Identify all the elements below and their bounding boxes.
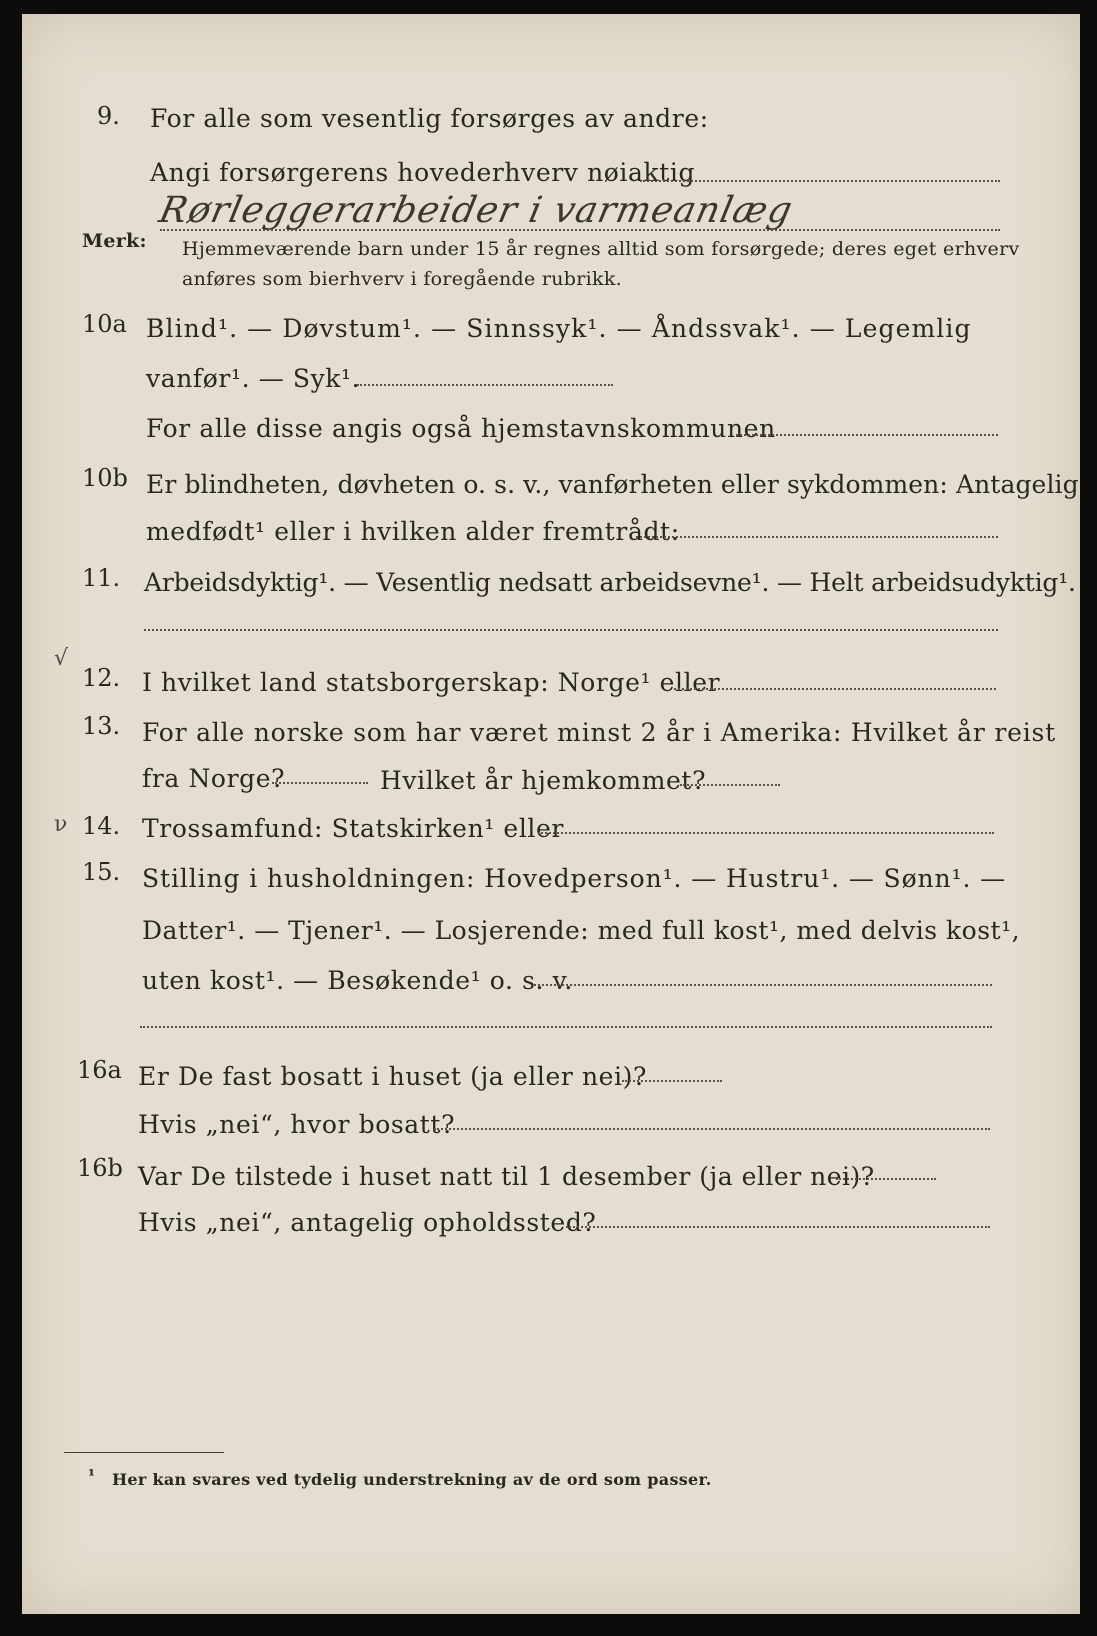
q16a-line1: Er De fast bosatt i huset (ja eller nei)? <box>138 1062 647 1091</box>
footnote-mark: ¹ <box>88 1466 96 1485</box>
q16a-line2-dots <box>434 1128 990 1130</box>
q14-number: 14. <box>82 812 121 840</box>
q16a-line2: Hvis „nei“, hvor bosatt? <box>138 1110 456 1139</box>
q15-line3: uten kost¹. — Besøkende¹ o. s. v. <box>142 966 573 995</box>
q10a-line2: vanfør¹. — Syk¹. <box>146 364 361 393</box>
q12-number: 12. <box>82 664 121 692</box>
q16b-line1-dots <box>836 1178 936 1180</box>
q16a-number: 16a <box>77 1056 122 1084</box>
q16a-line1-dots <box>622 1080 722 1082</box>
q13-line2b: Hvilket år hjemkommet? <box>380 766 707 795</box>
q13-line2b-dots <box>680 784 780 786</box>
q10a-line3-dots <box>736 434 998 436</box>
q15-line1: Stilling i husholdningen: Hovedperson¹. — Hustru¹. — Sønn¹. — <box>142 864 1007 893</box>
q10b-line1: Er blindheten, døvheten o. s. v., vanførheten eller sykdommen: Antagelig <box>146 470 1079 499</box>
q10a-line2-dots <box>357 384 613 386</box>
merk-line1: Hjemmeværende barn under 15 år regnes alltid som forsørgede; deres eget erhverv <box>182 238 1020 260</box>
q12-dots <box>674 688 996 690</box>
q12-check-mark: √ <box>54 646 69 671</box>
q9-number: 9. <box>97 102 120 130</box>
q13-number: 13. <box>82 712 121 740</box>
q9-line2-dots <box>640 180 1000 182</box>
q15-extra-dots <box>140 1026 992 1028</box>
footnote-text: Her kan svares ved tydelig understrekning av de ord som passer. <box>112 1470 712 1489</box>
q10b-line2: medfødt¹ eller i hvilken alder fremtrådt: <box>146 517 680 546</box>
q10b-line2-dots <box>636 536 998 538</box>
q9-line1: For alle som vesentlig forsørges av andre: <box>150 104 709 133</box>
q13-line2a: fra Norge? <box>142 764 286 793</box>
q14-check-mark: ν <box>54 812 68 837</box>
q16b-line2: Hvis „nei“, antagelig opholdssted? <box>138 1208 597 1237</box>
q10a-line3: For alle disse angis også hjemstavnskommunen <box>146 414 776 443</box>
q15-line3-dots <box>534 984 992 986</box>
q12-line1: I hvilket land statsborgerskap: Norge¹ eller <box>142 668 721 697</box>
q13-line1: For alle norske som har været minst 2 år i Amerika: Hvilket år reist <box>142 718 1057 747</box>
q9-handwritten-answer: Rørleggerarbeider i varmeanlæg <box>155 190 797 231</box>
q15-line2: Datter¹. — Tjener¹. — Losjerende: med full kost¹, med delvis kost¹, <box>142 916 1021 945</box>
q14-dots <box>538 832 994 834</box>
footnote-rule <box>64 1452 224 1453</box>
q13-line2a-dots <box>272 782 368 784</box>
q9-line2: Angi forsørgerens hovederhverv nøiaktig <box>150 158 696 187</box>
q9-answer-dots <box>160 229 1000 231</box>
merk-label: Merk: <box>82 230 147 252</box>
q16b-number: 16b <box>77 1154 123 1182</box>
q10a-number: 10a <box>82 310 127 338</box>
q16b-line2-dots <box>566 1226 990 1228</box>
q14-line1: Trossamfund: Statskirken¹ eller <box>142 814 564 843</box>
q11-number: 11. <box>82 564 121 592</box>
census-form-page <box>22 14 1080 1614</box>
q16b-line1: Var De tilstede i huset natt til 1 desember (ja eller nei)? <box>138 1162 875 1191</box>
q11-dots <box>144 629 998 631</box>
q11-line1: Arbeidsdyktig¹. — Vesentlig nedsatt arbeidsevne¹. — Helt arbeidsudyktig¹. <box>144 568 1076 597</box>
merk-line2: anføres som bierhverv i foregående rubrikk. <box>182 268 622 290</box>
q10b-number: 10b <box>82 464 128 492</box>
q10a-line1: Blind¹. — Døvstum¹. — Sinnssyk¹. — Åndssvak¹. — Legemlig <box>146 314 972 343</box>
q15-number: 15. <box>82 858 121 886</box>
